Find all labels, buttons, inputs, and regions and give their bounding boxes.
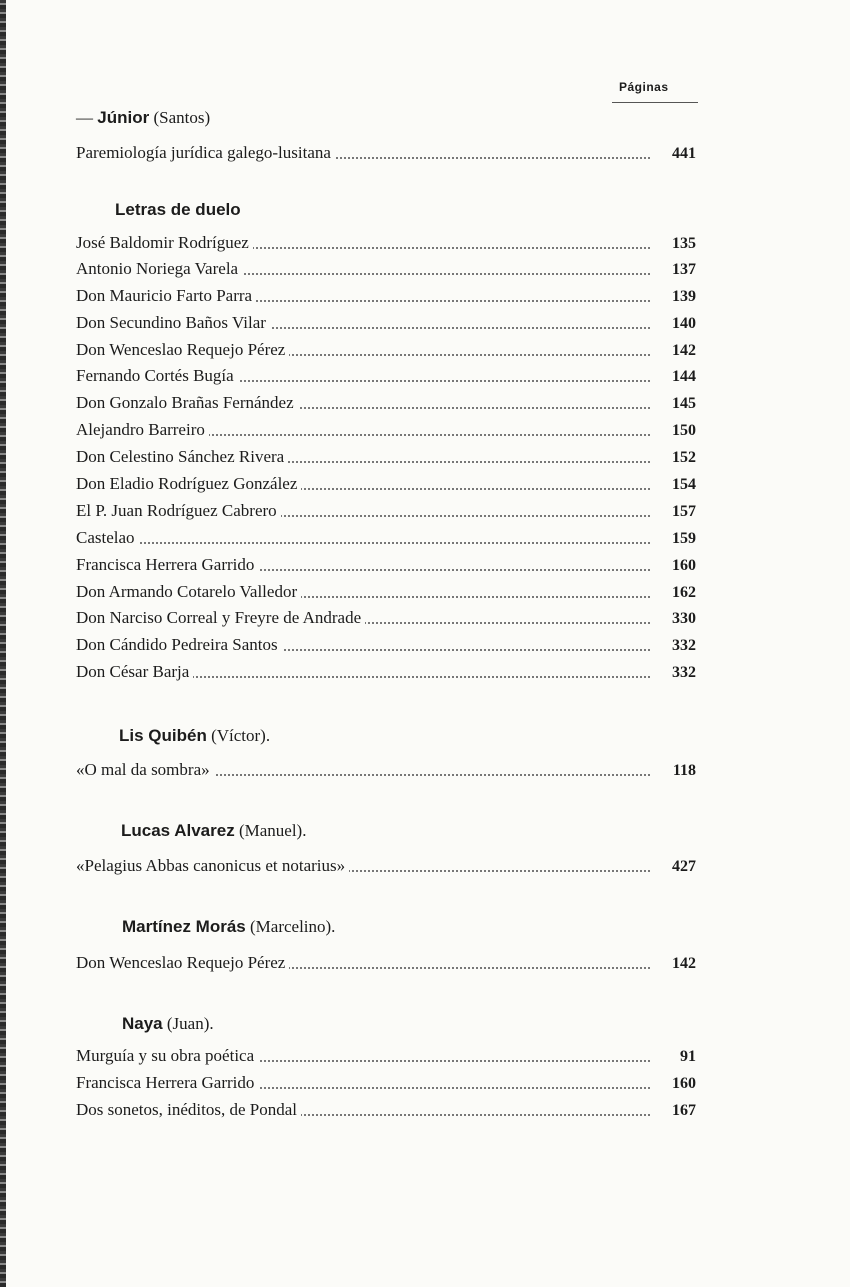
index-entry bbox=[76, 498, 696, 524]
entry-page: 167 bbox=[672, 1102, 696, 1119]
entry-page: 142 bbox=[672, 955, 696, 972]
index-entry bbox=[76, 471, 696, 497]
index-entry bbox=[76, 444, 696, 470]
entry-page: 152 bbox=[672, 449, 696, 466]
section-heading bbox=[76, 108, 210, 128]
index-entry bbox=[76, 552, 696, 578]
entry-page: 142 bbox=[672, 342, 696, 359]
index-entry bbox=[76, 950, 696, 976]
entry-title: Alejandro Barreiro bbox=[76, 420, 209, 440]
entry-title: Don Celestino Sánchez Rivera bbox=[76, 447, 288, 467]
entry-title: Don Narciso Correal y Freyre de Andrade bbox=[76, 608, 365, 628]
index-entry bbox=[76, 579, 696, 605]
entry-title: «Pelagius Abbas canonicus et notarius» bbox=[76, 856, 349, 876]
entry-page: 160 bbox=[672, 557, 696, 574]
index-entry bbox=[76, 390, 696, 416]
entry-title: Castelao bbox=[76, 528, 139, 548]
author-given-name: (Juan). bbox=[166, 1014, 214, 1033]
page-binding-edge bbox=[0, 0, 6, 1287]
index-entry bbox=[76, 256, 696, 282]
entry-title: Don Wenceslao Requejo Pérez bbox=[76, 953, 289, 973]
section-title: Letras de duelo bbox=[115, 200, 241, 219]
entry-title: Paremiología jurídica galego-lusitana bbox=[76, 143, 335, 163]
section-heading bbox=[122, 1014, 214, 1034]
entry-page: 135 bbox=[672, 235, 696, 252]
entry-title: Don César Barja bbox=[76, 662, 193, 682]
entry-page: 162 bbox=[672, 584, 696, 601]
author-name: Naya bbox=[122, 1014, 163, 1033]
index-entry bbox=[76, 230, 696, 256]
entry-page: 332 bbox=[672, 637, 696, 654]
dot-leader bbox=[76, 542, 650, 544]
entry-title: Don Wenceslao Requejo Pérez bbox=[76, 340, 289, 360]
author-prefix: — bbox=[76, 108, 93, 127]
index-entry bbox=[76, 632, 696, 658]
index-entry bbox=[76, 140, 696, 166]
index-entry bbox=[76, 853, 696, 879]
entry-page: 159 bbox=[672, 530, 696, 547]
entry-title: «O mal da sombra» bbox=[76, 760, 214, 780]
entry-page: 427 bbox=[672, 858, 696, 875]
index-entry bbox=[76, 1070, 696, 1096]
entry-page: 150 bbox=[672, 422, 696, 439]
entry-page: 157 bbox=[672, 503, 696, 520]
entry-title: Fernando Cortés Bugía bbox=[76, 366, 238, 386]
entry-title: Dos sonetos, inéditos, de Pondal bbox=[76, 1100, 301, 1120]
index-entry bbox=[76, 757, 696, 783]
section-heading bbox=[119, 726, 270, 746]
author-name: Lis Quibén bbox=[119, 726, 207, 745]
author-given-name: (Santos) bbox=[153, 108, 211, 127]
index-entry bbox=[76, 1097, 696, 1123]
entry-page: 144 bbox=[672, 368, 696, 385]
index-entry bbox=[76, 605, 696, 631]
entry-page: 118 bbox=[672, 762, 696, 779]
entry-title: Don Armando Cotarelo Valledor bbox=[76, 582, 301, 602]
author-name: Lucas Alvarez bbox=[121, 821, 235, 840]
entry-page: 140 bbox=[672, 315, 696, 332]
header-rule bbox=[612, 102, 698, 103]
entry-page: 332 bbox=[672, 664, 696, 681]
index-entry bbox=[76, 337, 696, 363]
author-given-name: (Víctor). bbox=[211, 726, 271, 745]
entry-title: Antonio Noriega Varela bbox=[76, 259, 242, 279]
entry-title: Don Secundino Baños Vilar bbox=[76, 313, 270, 333]
entry-title: Don Cándido Pedreira Santos bbox=[76, 635, 282, 655]
entry-page: 441 bbox=[672, 145, 696, 162]
index-entry bbox=[76, 1043, 696, 1069]
entry-page: 145 bbox=[672, 395, 696, 412]
entry-title: Don Gonzalo Brañas Fernández bbox=[76, 393, 298, 413]
section-heading bbox=[121, 821, 306, 841]
index-entry bbox=[76, 659, 696, 685]
entry-page: 91 bbox=[680, 1048, 696, 1065]
entry-page: 330 bbox=[672, 610, 696, 627]
index-entry bbox=[76, 283, 696, 309]
index-entry bbox=[76, 363, 696, 389]
entry-page: 137 bbox=[672, 261, 696, 278]
entry-title: Don Eladio Rodríguez González bbox=[76, 474, 301, 494]
entry-title: Francisca Herrera Garrido bbox=[76, 1073, 258, 1093]
entry-title: El P. Juan Rodríguez Cabrero bbox=[76, 501, 281, 521]
author-name: Júnior bbox=[97, 108, 150, 127]
entry-title: Murguía y su obra poética bbox=[76, 1046, 258, 1066]
author-given-name: (Marcelino). bbox=[250, 917, 336, 936]
entry-title: Don Mauricio Farto Parra bbox=[76, 286, 256, 306]
author-name: Martínez Morás bbox=[122, 917, 246, 936]
section-heading bbox=[115, 200, 241, 220]
author-given-name: (Manuel). bbox=[238, 821, 307, 840]
entry-title: José Baldomir Rodríguez bbox=[76, 233, 253, 253]
index-entry bbox=[76, 525, 696, 551]
entry-page: 154 bbox=[672, 476, 696, 493]
entry-page: 160 bbox=[672, 1075, 696, 1092]
index-entry bbox=[76, 310, 696, 336]
page-column-header: Páginas bbox=[619, 80, 669, 94]
section-heading bbox=[122, 917, 335, 937]
entry-title: Francisca Herrera Garrido bbox=[76, 555, 258, 575]
index-entry bbox=[76, 417, 696, 443]
entry-page: 139 bbox=[672, 288, 696, 305]
